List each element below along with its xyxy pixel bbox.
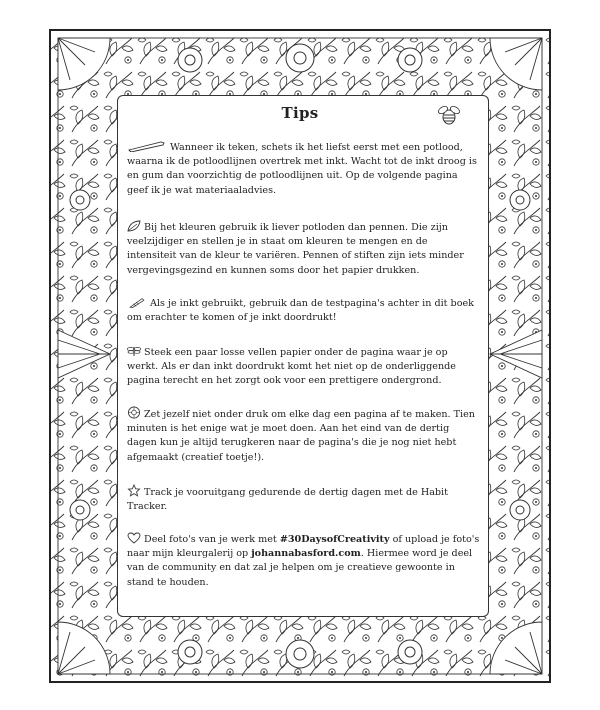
tip-text: Als je inkt gebruikt, gebruik dan de testpagina's achter in dit boek om erachter te komen of je inkt doordrukt! — [127, 298, 474, 324]
tip-text: Wanneer ik teken, schets ik het liefst eerst met een potlood, waarna ik de potloodlijnen overtrek met inkt. Wacht tot de inkt droog is en gum dan voorzichtig de potloodlijnen uit. Op de volgende pagina geef ik je wat materiaaladvies. — [127, 142, 477, 196]
share-website: johannabasford.com — [251, 548, 361, 560]
tip-pen — [127, 296, 480, 325]
star-icon — [127, 484, 141, 497]
tip-text: Track je vooruitgang gedurende de dertig dagen met de Habit Tracker. — [127, 487, 448, 513]
tip-star — [127, 484, 480, 514]
flower-icon — [127, 406, 141, 419]
tip-dragonfly — [127, 345, 480, 389]
pen-icon — [127, 296, 147, 308]
share-text-1: Deel foto's van je werk met — [144, 534, 280, 545]
heart-icon — [127, 532, 141, 544]
tip-text: Steek een paar losse vellen papier onder de pagina waar je op werkt. Als er dan inkt doordrukt komt het niet op de onderliggende pagina terecht en het zorgt ook voor een prettigere ondergrond. — [127, 347, 456, 387]
pencil-icon — [127, 140, 167, 152]
share-text-2: of upload je foto's naar mijn kleurgalerij op — [127, 534, 480, 560]
tip-text: Bij het kleuren gebruik ik liever potloden dan pennen. Die zijn veelzijdiger en stellen je in staat om kleuren te mengen en de intensiteit van de kleur te variëren. Pennen of stiften zijn iets minder vergevingsgezind en kunnen soms door het papier drukken. — [127, 222, 464, 276]
leaf-icon — [127, 220, 141, 232]
tip-flower — [127, 406, 480, 465]
dragonfly-icon — [127, 345, 141, 357]
share-text-3: . Hiermee word je deel van de community en dat zal je helpen om je creatieve gewoonte in stand te houden. — [127, 548, 473, 588]
tip-text: Zet jezelf niet onder druk om elke dag een pagina af te maken. Tien minuten is het enige wat je moet doen. Aan het eind van de dertig dagen kun je altijd terugkeren naar de pagina's die je nog niet hebt afgemaakt (creatief toetje!). — [127, 409, 475, 463]
share-hashtag: #30DaysofCreativity — [279, 534, 390, 545]
tip-pencil — [127, 140, 480, 198]
tip-share — [127, 532, 480, 590]
tip-leaf — [127, 220, 480, 278]
bee-icon — [437, 104, 461, 126]
page-title: Tips — [281, 104, 319, 122]
